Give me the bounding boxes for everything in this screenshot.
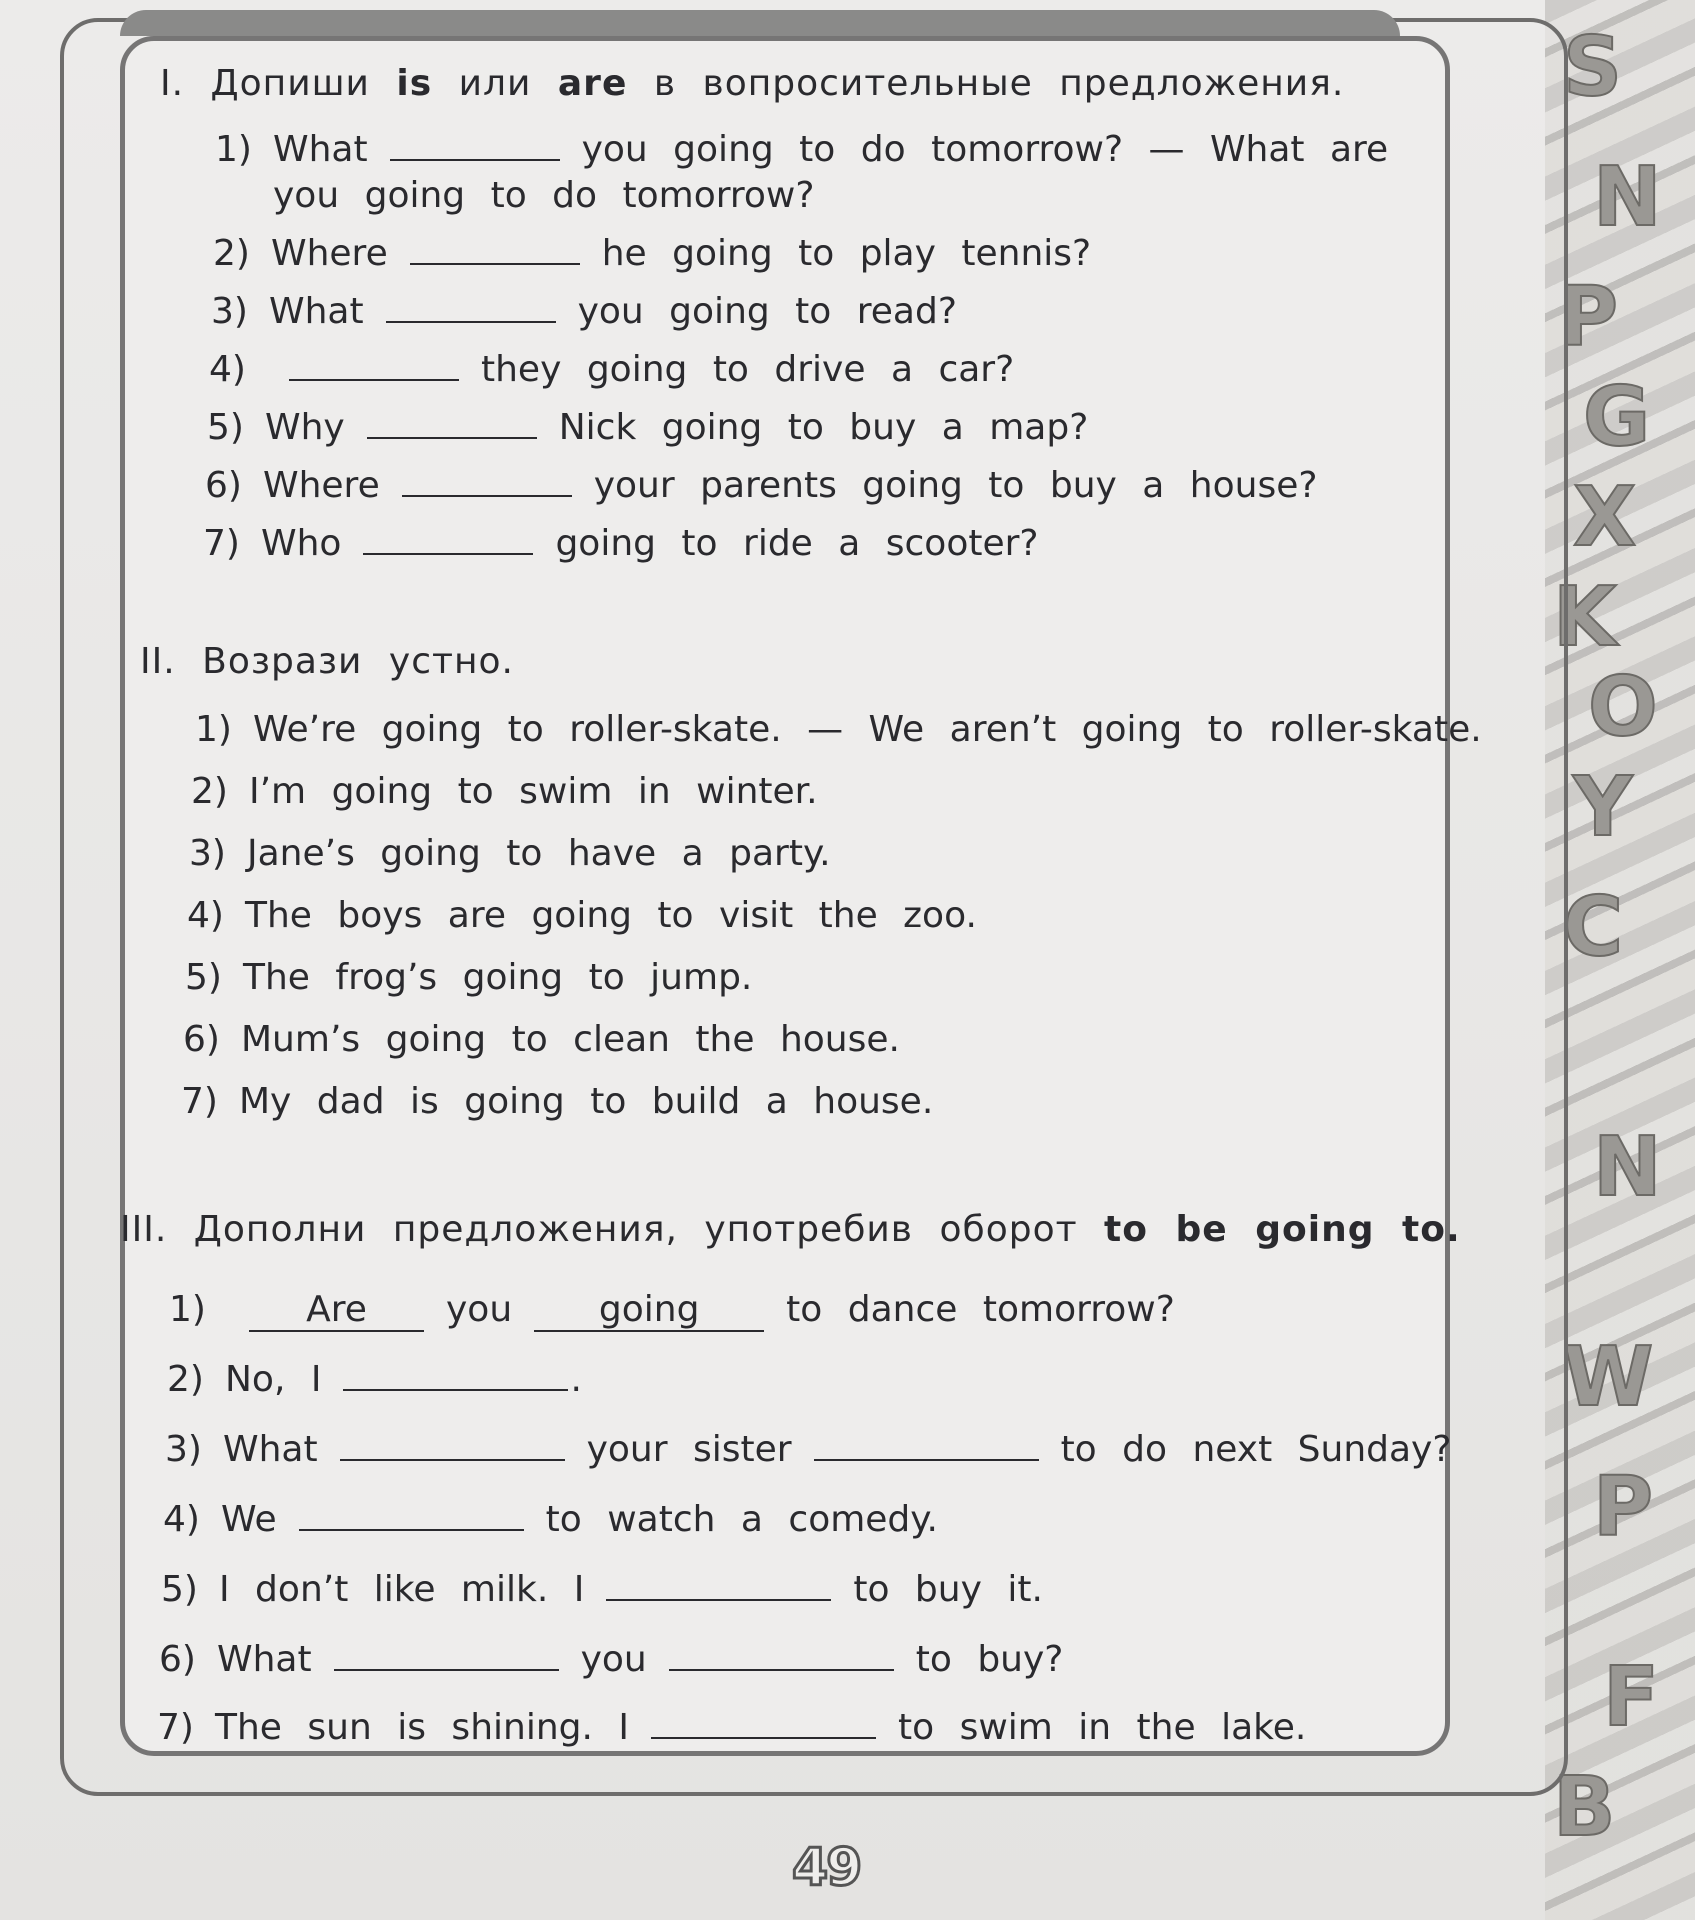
item-text: your parents going to buy a house?: [593, 465, 1318, 506]
list-item: [211, 291, 957, 332]
item-text: No, I: [225, 1359, 322, 1400]
item-number: 3): [211, 291, 248, 332]
item-text: What: [273, 129, 368, 170]
item-text: Why: [265, 407, 345, 448]
heading-bold: is: [396, 63, 433, 104]
deco-letter: K: [1553, 570, 1617, 665]
roman-numeral: III.: [120, 1209, 168, 1250]
list-item: [157, 1707, 1306, 1748]
answer-blank[interactable]: [363, 549, 533, 555]
list-item: [213, 233, 1091, 274]
heading-text: в вопросительные предложения.: [653, 63, 1345, 104]
item-number: 7): [181, 1081, 218, 1122]
filled-answer[interactable]: going: [534, 1289, 764, 1332]
heading-text: Возрази устно.: [202, 641, 514, 682]
list-item: [167, 1359, 582, 1400]
item-number: 1): [215, 129, 252, 170]
item-text: The boys are going to visit the zoo.: [245, 895, 977, 936]
answer-blank[interactable]: [390, 155, 560, 161]
answer-blank[interactable]: [386, 317, 556, 323]
item-number: 4): [209, 349, 246, 390]
answer-blank[interactable]: [367, 433, 537, 439]
item-text: Where: [263, 465, 380, 506]
heading-bold: are: [557, 63, 628, 104]
deco-letter: N: [1593, 1120, 1662, 1215]
item-text: going to ride a scooter?: [555, 523, 1039, 564]
item-text: you going to do tomorrow? — What are: [581, 129, 1389, 170]
item-text: My dad is going to build a house.: [239, 1081, 934, 1122]
deco-letter: W: [1563, 1330, 1654, 1425]
list-item: [203, 523, 1039, 564]
deco-letter: C: [1563, 880, 1624, 975]
list-item: [181, 1081, 933, 1122]
item-text: We: [221, 1499, 277, 1540]
answer-blank[interactable]: [289, 375, 459, 381]
answer-blank[interactable]: [814, 1455, 1039, 1461]
answer-blank[interactable]: [606, 1595, 831, 1601]
item-number: 4): [187, 895, 224, 936]
item-number: 7): [157, 1707, 194, 1748]
deco-letter: B: [1553, 1760, 1616, 1855]
item-text: to buy?: [915, 1639, 1064, 1680]
item-number: 2): [167, 1359, 204, 1400]
list-item: [169, 1289, 1175, 1332]
list-item: [191, 771, 818, 812]
item-number: 6): [183, 1019, 220, 1060]
exercise-2-heading: [140, 641, 514, 682]
heading-bold: to be going to.: [1104, 1209, 1461, 1250]
item-text: .: [570, 1359, 582, 1400]
list-item: [215, 129, 1388, 170]
heading-text: или: [458, 63, 532, 104]
item-text: Nick going to buy a map?: [558, 407, 1089, 448]
item-text: Where: [271, 233, 388, 274]
item-text: Who: [261, 523, 342, 564]
item-number: 1): [195, 709, 232, 750]
item-text: your sister: [586, 1429, 792, 1470]
list-item: [195, 709, 1482, 750]
item-number: 6): [205, 465, 242, 506]
roman-numeral: II.: [140, 641, 176, 682]
list-item: [207, 407, 1088, 448]
item-text: he going to play tennis?: [601, 233, 1092, 274]
deco-letter: O: [1588, 660, 1658, 755]
roman-numeral: I.: [160, 63, 185, 104]
list-item-continuation: you going to do tomorrow?: [273, 175, 815, 216]
page-number: 49: [792, 1838, 861, 1898]
list-item: [161, 1569, 1043, 1610]
item-text: to watch a comedy.: [545, 1499, 938, 1540]
item-text: you going to read?: [577, 291, 957, 332]
deco-letter: F: [1603, 1650, 1660, 1745]
list-item: [165, 1429, 1451, 1470]
item-number: 5): [161, 1569, 198, 1610]
heading-text: Допиши: [210, 63, 370, 104]
item-text: What: [223, 1429, 318, 1470]
frame-top-bar: [120, 10, 1400, 36]
answer-blank[interactable]: [402, 491, 572, 497]
item-text: to dance tomorrow?: [786, 1289, 1175, 1330]
answer-blank[interactable]: [343, 1385, 568, 1391]
item-number: 3): [189, 833, 226, 874]
answer-blank[interactable]: [669, 1665, 894, 1671]
answer-blank[interactable]: [340, 1455, 565, 1461]
deco-letter: Y: [1573, 760, 1633, 855]
item-text: We’re going to roller-skate. — We aren’t going to roller-skate.: [253, 709, 1482, 750]
item-number: 5): [207, 407, 244, 448]
item-text: you: [446, 1289, 513, 1330]
item-number: 1): [169, 1289, 206, 1330]
item-text: to do next Sunday?: [1060, 1429, 1452, 1470]
item-text: they going to drive a car?: [481, 349, 1015, 390]
item-text: The frog’s going to jump.: [243, 957, 753, 998]
list-item: [183, 1019, 900, 1060]
deco-letter: G: [1583, 370, 1651, 465]
decorative-letters: [1553, 0, 1683, 1920]
item-text: Jane’s going to have a party.: [247, 833, 831, 874]
item-text: to swim in the lake.: [898, 1707, 1307, 1748]
list-item: [159, 1639, 1063, 1680]
heading-text: Дополни предложения, употребив оборот: [193, 1209, 1078, 1250]
deco-letter: X: [1573, 470, 1637, 565]
deco-letter: N: [1593, 150, 1662, 245]
item-text: What: [217, 1639, 312, 1680]
list-item: [185, 957, 752, 998]
item-number: 3): [165, 1429, 202, 1470]
item-text: you: [580, 1639, 647, 1680]
item-text: The sun is shining. I: [215, 1707, 629, 1748]
item-text: Mum’s going to clean the house.: [241, 1019, 900, 1060]
answer-blank[interactable]: [410, 259, 580, 265]
exercise-panel: [120, 36, 1482, 1756]
list-item: [209, 349, 1014, 390]
item-number: 4): [163, 1499, 200, 1540]
item-number: 2): [213, 233, 250, 274]
item-number: 2): [191, 771, 228, 812]
item-text: to buy it.: [853, 1569, 1043, 1610]
list-item: [205, 465, 1317, 506]
deco-letter: P: [1593, 1460, 1654, 1555]
answer-blank[interactable]: [334, 1665, 559, 1671]
item-number: 7): [203, 523, 240, 564]
list-item: [189, 833, 831, 874]
deco-letter: S: [1563, 20, 1623, 115]
list-item: [163, 1499, 938, 1540]
item-text: I’m going to swim in winter.: [249, 771, 818, 812]
answer-blank[interactable]: [651, 1733, 876, 1739]
exercise-3-heading: [120, 1209, 1461, 1250]
list-item: [187, 895, 977, 936]
answer-blank[interactable]: [299, 1525, 524, 1531]
deco-letter: P: [1558, 270, 1619, 365]
item-text: What: [269, 291, 364, 332]
item-number: 6): [159, 1639, 196, 1680]
item-text: I don’t like milk. I: [219, 1569, 585, 1610]
exercise-1-heading: [160, 63, 1344, 104]
item-number: 5): [185, 957, 222, 998]
filled-answer[interactable]: Are: [249, 1289, 424, 1332]
